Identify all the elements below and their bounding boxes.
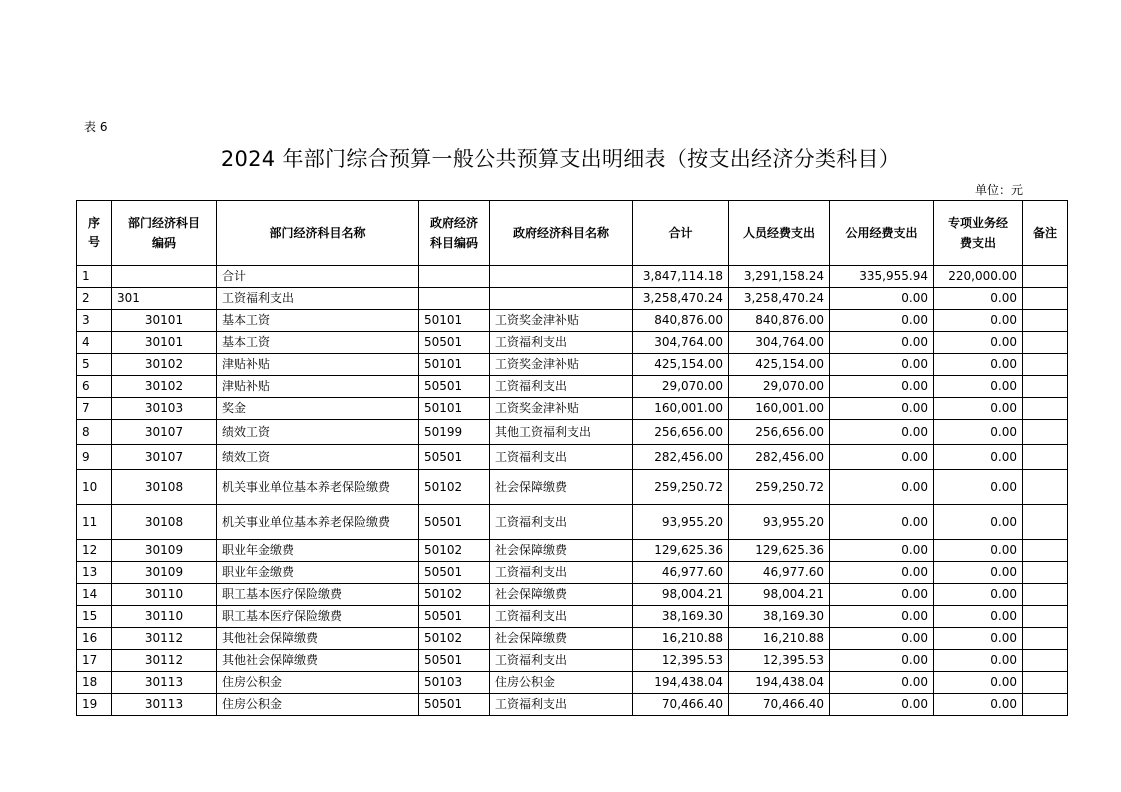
cell-seq: 5 [77,354,112,376]
cell-gov-code: 50102 [419,628,490,650]
cell-seq: 7 [77,398,112,420]
table-row [77,672,1068,694]
cell-gov-name: 社会保障缴费 [490,540,633,562]
cell-gov-name: 工资奖金津补贴 [490,398,633,420]
cell-special: 0.00 [934,650,1023,672]
cell-dept-name: 津贴补贴 [217,376,419,398]
cell-total: 256,656.00 [633,420,729,445]
header-personnel: 人员经费支出 [729,201,830,266]
cell-personnel: 12,395.53 [729,650,830,672]
cell-total: 29,070.00 [633,376,729,398]
cell-dept-code: 30112 [112,650,217,672]
cell-total: 70,466.40 [633,694,729,716]
cell-total: 304,764.00 [633,332,729,354]
table-row [77,420,1068,445]
cell-dept-code: 30103 [112,398,217,420]
table-row [77,266,1068,288]
cell-personnel: 46,977.60 [729,562,830,584]
cell-gov-code: 50501 [419,606,490,628]
cell-remark [1023,398,1068,420]
cell-gov-name: 工资福利支出 [490,505,633,540]
cell-dept-name: 绩效工资 [217,420,419,445]
cell-gov-name: 工资福利支出 [490,376,633,398]
table-row [77,445,1068,470]
cell-personnel: 3,291,158.24 [729,266,830,288]
cell-gov-code: 50501 [419,694,490,716]
cell-special: 0.00 [934,606,1023,628]
cell-personnel: 282,456.00 [729,445,830,470]
cell-public: 0.00 [830,332,934,354]
cell-personnel: 840,876.00 [729,310,830,332]
cell-seq: 12 [77,540,112,562]
cell-seq: 11 [77,505,112,540]
cell-remark [1023,445,1068,470]
cell-remark [1023,694,1068,716]
cell-personnel: 425,154.00 [729,354,830,376]
cell-dept-code: 30113 [112,672,217,694]
cell-special: 0.00 [934,354,1023,376]
cell-dept-code: 30109 [112,540,217,562]
cell-dept-code: 30107 [112,420,217,445]
cell-gov-name: 工资福利支出 [490,445,633,470]
cell-dept-name: 职业年金缴费 [217,540,419,562]
cell-personnel: 160,001.00 [729,398,830,420]
cell-seq: 19 [77,694,112,716]
cell-gov-name: 社会保障缴费 [490,584,633,606]
cell-public: 0.00 [830,354,934,376]
cell-seq: 18 [77,672,112,694]
header-special: 专项业务经 费支出 [934,201,1023,266]
header-remark: 备注 [1023,201,1068,266]
table-row [77,376,1068,398]
cell-personnel: 259,250.72 [729,470,830,505]
cell-personnel: 16,210.88 [729,628,830,650]
header-gov-code: 政府经济 科目编码 [419,201,490,266]
cell-personnel: 98,004.21 [729,584,830,606]
cell-seq: 14 [77,584,112,606]
table-row [77,606,1068,628]
cell-public: 0.00 [830,376,934,398]
header-public: 公用经费支出 [830,201,934,266]
cell-dept-name: 住房公积金 [217,672,419,694]
cell-remark [1023,266,1068,288]
table-body [77,266,1068,716]
cell-total: 46,977.60 [633,562,729,584]
cell-gov-code: 50501 [419,332,490,354]
cell-dept-name: 职工基本医疗保险缴费 [217,584,419,606]
cell-dept-code: 30108 [112,505,217,540]
cell-seq: 8 [77,420,112,445]
cell-remark [1023,540,1068,562]
cell-seq: 13 [77,562,112,584]
cell-seq: 10 [77,470,112,505]
cell-dept-name: 津贴补贴 [217,354,419,376]
cell-gov-name: 工资福利支出 [490,606,633,628]
table-number-label: 表 6 [84,120,108,134]
cell-dept-name: 工资福利支出 [217,288,419,310]
cell-special: 0.00 [934,584,1023,606]
table-row [77,288,1068,310]
cell-special: 220,000.00 [934,266,1023,288]
cell-gov-code: 50501 [419,445,490,470]
header-dept-name: 部门经济科目名称 [217,201,419,266]
cell-gov-name: 工资奖金津补贴 [490,310,633,332]
cell-special: 0.00 [934,376,1023,398]
cell-public: 0.00 [830,540,934,562]
budget-expenditure-table [76,200,1068,716]
cell-total: 840,876.00 [633,310,729,332]
cell-gov-name: 工资奖金津补贴 [490,354,633,376]
cell-gov-code [419,266,490,288]
cell-seq: 9 [77,445,112,470]
cell-personnel: 93,955.20 [729,505,830,540]
cell-remark [1023,562,1068,584]
cell-dept-name: 住房公积金 [217,694,419,716]
cell-gov-name: 工资福利支出 [490,694,633,716]
header-total: 合计 [633,201,729,266]
cell-gov-name: 社会保障缴费 [490,470,633,505]
cell-public: 0.00 [830,310,934,332]
cell-dept-code: 30112 [112,628,217,650]
cell-seq: 16 [77,628,112,650]
cell-total: 160,001.00 [633,398,729,420]
cell-remark [1023,672,1068,694]
cell-special: 0.00 [934,470,1023,505]
cell-dept-name: 职业年金缴费 [217,562,419,584]
table-row [77,650,1068,672]
cell-dept-code: 30108 [112,470,217,505]
cell-dept-code: 301 [112,288,217,310]
cell-seq: 17 [77,650,112,672]
cell-total: 425,154.00 [633,354,729,376]
cell-dept-code: 30110 [112,606,217,628]
cell-public: 0.00 [830,606,934,628]
cell-dept-code: 30107 [112,445,217,470]
cell-dept-code: 30102 [112,354,217,376]
cell-total: 129,625.36 [633,540,729,562]
cell-gov-code: 50102 [419,540,490,562]
cell-special: 0.00 [934,398,1023,420]
cell-public: 0.00 [830,288,934,310]
table-header-row [77,201,1068,266]
cell-special: 0.00 [934,540,1023,562]
table-row [77,354,1068,376]
header-dept-code: 部门经济科目 编码 [112,201,217,266]
cell-gov-code: 50501 [419,505,490,540]
table-row [77,628,1068,650]
cell-public: 0.00 [830,470,934,505]
cell-dept-code: 30102 [112,376,217,398]
cell-gov-code: 50199 [419,420,490,445]
cell-seq: 1 [77,266,112,288]
table-row [77,310,1068,332]
cell-public: 0.00 [830,445,934,470]
cell-special: 0.00 [934,562,1023,584]
cell-public: 0.00 [830,420,934,445]
cell-public: 0.00 [830,398,934,420]
cell-dept-name: 机关事业单位基本养老保险缴费 [217,505,419,540]
cell-seq: 2 [77,288,112,310]
header-gov-name: 政府经济科目名称 [490,201,633,266]
cell-remark [1023,376,1068,398]
cell-seq: 6 [77,376,112,398]
cell-total: 259,250.72 [633,470,729,505]
table-row [77,332,1068,354]
cell-total: 93,955.20 [633,505,729,540]
cell-gov-code: 50501 [419,650,490,672]
table-row [77,562,1068,584]
cell-total: 194,438.04 [633,672,729,694]
table-row [77,505,1068,540]
cell-remark [1023,332,1068,354]
cell-personnel: 194,438.04 [729,672,830,694]
cell-gov-name: 工资福利支出 [490,562,633,584]
cell-personnel: 3,258,470.24 [729,288,830,310]
cell-personnel: 29,070.00 [729,376,830,398]
cell-total: 16,210.88 [633,628,729,650]
cell-gov-name [490,288,633,310]
cell-dept-code: 30110 [112,584,217,606]
cell-special: 0.00 [934,445,1023,470]
table-row [77,584,1068,606]
cell-seq: 4 [77,332,112,354]
cell-personnel: 256,656.00 [729,420,830,445]
cell-dept-code: 30101 [112,332,217,354]
cell-dept-name: 职工基本医疗保险缴费 [217,606,419,628]
cell-public: 0.00 [830,694,934,716]
cell-dept-name: 基本工资 [217,332,419,354]
table-row [77,540,1068,562]
cell-special: 0.00 [934,310,1023,332]
cell-dept-code [112,266,217,288]
cell-special: 0.00 [934,332,1023,354]
cell-total: 3,258,470.24 [633,288,729,310]
cell-public: 335,955.94 [830,266,934,288]
cell-total: 282,456.00 [633,445,729,470]
cell-total: 38,169.30 [633,606,729,628]
cell-gov-name: 住房公积金 [490,672,633,694]
cell-remark [1023,584,1068,606]
cell-personnel: 38,169.30 [729,606,830,628]
cell-personnel: 304,764.00 [729,332,830,354]
table-row [77,398,1068,420]
cell-gov-name: 工资福利支出 [490,332,633,354]
cell-public: 0.00 [830,584,934,606]
cell-seq: 3 [77,310,112,332]
cell-public: 0.00 [830,628,934,650]
cell-dept-name: 合计 [217,266,419,288]
cell-special: 0.00 [934,628,1023,650]
cell-remark [1023,310,1068,332]
cell-public: 0.00 [830,650,934,672]
cell-gov-code: 50103 [419,672,490,694]
cell-remark [1023,288,1068,310]
cell-dept-code: 30101 [112,310,217,332]
cell-dept-name: 其他社会保障缴费 [217,650,419,672]
cell-dept-name: 奖金 [217,398,419,420]
cell-remark [1023,354,1068,376]
cell-public: 0.00 [830,562,934,584]
cell-gov-code: 50102 [419,470,490,505]
cell-gov-code: 50101 [419,398,490,420]
cell-gov-name [490,266,633,288]
cell-remark [1023,650,1068,672]
table-row [77,694,1068,716]
cell-special: 0.00 [934,420,1023,445]
cell-gov-code: 50101 [419,354,490,376]
cell-special: 0.00 [934,694,1023,716]
unit-label: 单位：元 [975,183,1024,197]
cell-dept-code: 30109 [112,562,217,584]
cell-special: 0.00 [934,288,1023,310]
header-seq: 序 号 [77,201,112,266]
cell-gov-name: 社会保障缴费 [490,628,633,650]
cell-gov-name: 工资福利支出 [490,650,633,672]
cell-remark [1023,420,1068,445]
cell-dept-name: 绩效工资 [217,445,419,470]
cell-remark [1023,628,1068,650]
cell-total: 12,395.53 [633,650,729,672]
cell-public: 0.00 [830,505,934,540]
cell-gov-code: 50101 [419,310,490,332]
cell-dept-name: 基本工资 [217,310,419,332]
cell-dept-name: 其他社会保障缴费 [217,628,419,650]
cell-gov-code: 50501 [419,562,490,584]
cell-dept-name: 机关事业单位基本养老保险缴费 [217,470,419,505]
cell-seq: 15 [77,606,112,628]
cell-public: 0.00 [830,672,934,694]
table-row [77,470,1068,505]
page-title: 2024 年部门综合预算一般公共预算支出明细表（按支出经济分类科目） [220,147,901,171]
cell-remark [1023,470,1068,505]
cell-special: 0.00 [934,505,1023,540]
cell-personnel: 70,466.40 [729,694,830,716]
cell-gov-code: 50501 [419,376,490,398]
cell-total: 3,847,114.18 [633,266,729,288]
cell-gov-name: 其他工资福利支出 [490,420,633,445]
cell-remark [1023,606,1068,628]
cell-gov-code: 50102 [419,584,490,606]
cell-remark [1023,505,1068,540]
cell-personnel: 129,625.36 [729,540,830,562]
cell-dept-code: 30113 [112,694,217,716]
cell-total: 98,004.21 [633,584,729,606]
cell-gov-code [419,288,490,310]
cell-special: 0.00 [934,672,1023,694]
